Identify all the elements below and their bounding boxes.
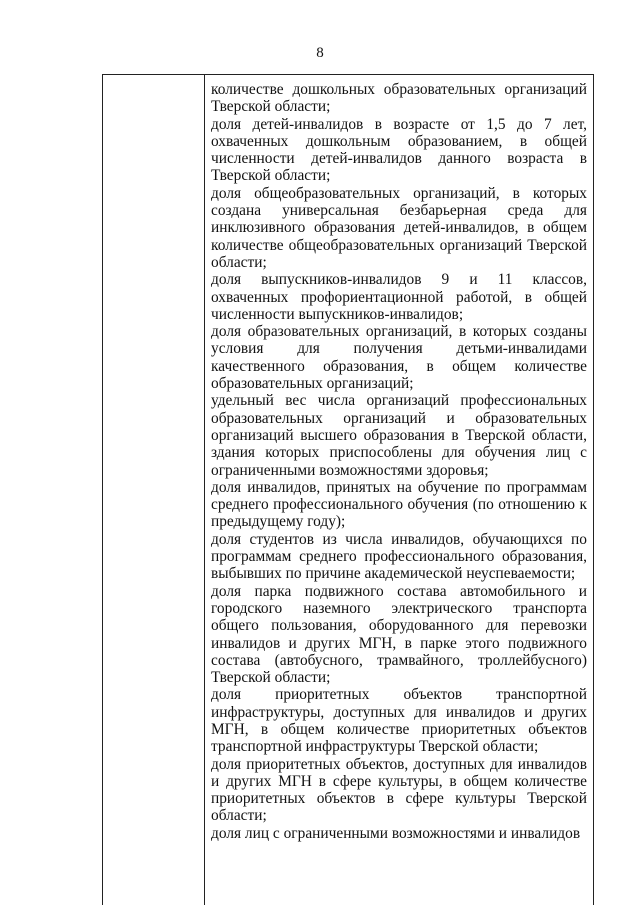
column-divider (204, 75, 205, 905)
indicator-item: доля парка подвижного состава автомобильного и городского наземного электрического транспорта общего пользования, оборудованного для перевозки инвалидов и других МГН, в парке этого подвижного состава (автобусного, трамвайного, троллейбусного) Тверской области; (211, 582, 587, 687)
indicator-item: доля образовательных организаций, в которых созданы условия для получения детьми-инвалидами качественного образования, в общем количестве образовательных организаций; (211, 323, 587, 393)
indicator-item: доля приоритетных объектов, доступных для инвалидов и других МГН в сфере культуры, в общем количестве приоритетных объектов в сфере культуры Тверской области; (211, 755, 587, 825)
indicator-item: доля лиц с ограниченными возможностями и инвалидов (211, 824, 581, 842)
indicator-item: удельный вес числа организаций профессиональных образовательных организаций и образовательных организаций высшего образования в Тверской области, здания которых приспособлены для обучения лиц с ограниченными возможностями здоровья; (211, 392, 587, 479)
indicator-item: доля студентов из числа инвалидов, обучающихся по программам среднего профессионального образования, выбывших по причине академической неуспеваемости; (211, 530, 587, 583)
indicator-item: доля приоритетных объектов транспортной инфраструктуры, доступных для инвалидов и других МГН, в общем количестве приоритетных объектов транспортной инфраструктуры Тверской области; (211, 686, 587, 756)
indicator-item: доля выпускников-инвалидов 9 и 11 классов, охваченных профориентационной работой, в общей численности выпускников-инвалидов; (211, 271, 587, 323)
indicator-item: доля общеобразовательных организаций, в которых создана универсальная безбарьерная среда для инклюзивного образования детей-инвалидов, в общем количестве общеобразовательных организаций Тверской области; (211, 184, 587, 271)
indicators-cell (211, 81, 587, 842)
indicator-item: доля инвалидов, принятых на обучение по программам среднего профессионального обучения (по отношению к предыдущему году); (211, 478, 587, 531)
indicator-item: количестве дошкольных образовательных организаций Тверской области; (211, 81, 587, 116)
document-table (102, 74, 594, 905)
indicator-item: доля детей-инвалидов в возрасте от 1,5 до 7 лет, охваченных дошкольным образованием, в общей численности детей-инвалидов данного возраста в Тверской области; (211, 115, 587, 185)
page-number: 8 (316, 45, 324, 61)
